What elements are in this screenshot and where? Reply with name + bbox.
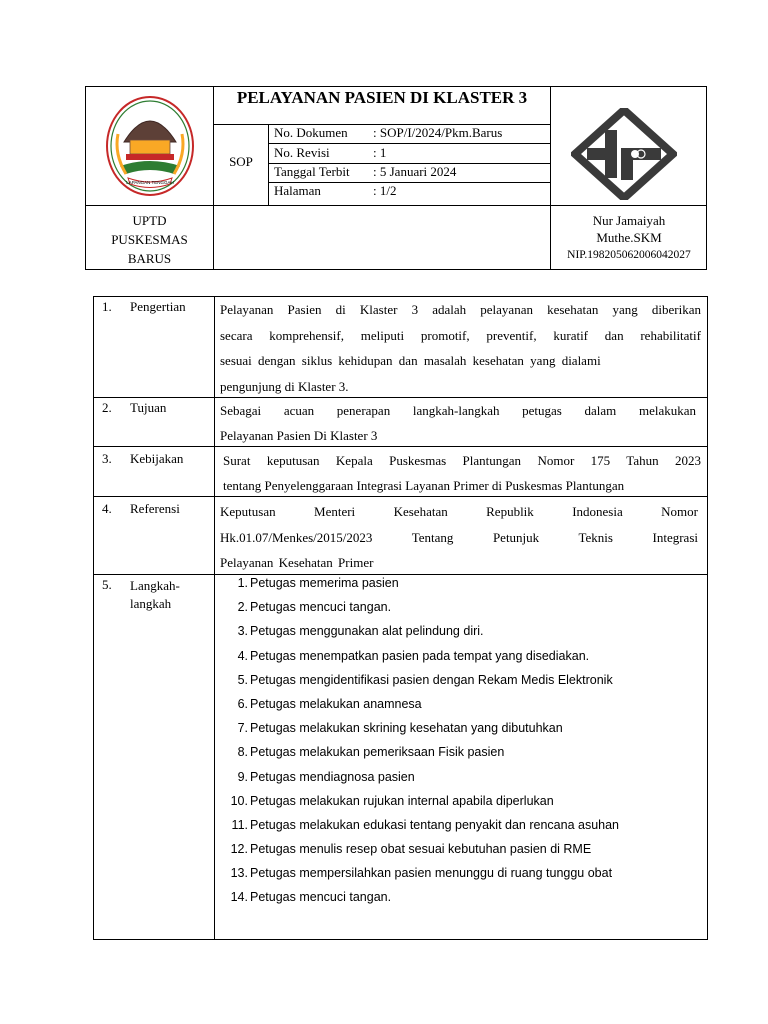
step-text: Petugas menggunakan alat pelindung diri. [250, 624, 484, 639]
step-text: Petugas melakukan rujukan internal apabila diperlukan [250, 793, 554, 808]
step-item [228, 622, 698, 646]
step-number: 5. [237, 672, 248, 687]
label-line: Langkah- [130, 578, 180, 593]
step-number: 8. [237, 745, 248, 760]
meta-value: : 5 Januari 2024 [373, 164, 457, 179]
step-text: Petugas menulis resep obat sesuai kebutuhan pasien di RME [250, 842, 592, 857]
step-number: 3. [237, 624, 248, 639]
label-line: langkah [130, 596, 172, 611]
meta-value: : 1/2 [373, 183, 397, 198]
step-text: Petugas melakukan edukasi tentang penyakit dan rencana asuhan [250, 817, 620, 832]
step-text: Petugas mempersilahkan pasien menunggu di ruang tunggu obat [250, 866, 613, 881]
step-item [228, 768, 698, 792]
divider [214, 296, 215, 940]
step-number: 14. [230, 890, 248, 905]
text-line: Surat keputusan Kepala Puskesmas Plantungan Nomor 175 Tahun 2023 [223, 453, 701, 468]
meta-value: : 1 [373, 145, 387, 160]
step-text: Petugas memerima pasien [250, 576, 399, 590]
step-text: Petugas mencuci tangan. [250, 890, 392, 905]
step-text: Petugas melakukan skrining kesehatan yang dibutuhkan [250, 721, 563, 736]
text-line: sesuai dengan siklus kehidupan dan masalah kesehatan yang dialami [220, 353, 601, 368]
signatory-title: Muthe.SKM [596, 230, 662, 245]
regency-seal-logo [104, 94, 196, 198]
signatory [551, 212, 707, 265]
kebijakan-text [223, 448, 701, 498]
org-line: UPTD [132, 213, 167, 228]
step-item [228, 574, 698, 598]
step-text: Petugas melakukan pemeriksaan Fisik pasien [250, 745, 505, 760]
step-number: 2. [237, 600, 248, 615]
text-line: Sebagai acuan penerapan langkah-langkah petugas dalam melakukan [220, 403, 696, 418]
row-number: 4. [102, 501, 112, 516]
text-line: secara komprehensif, meliputi promotif, preventif, kuratif dan rehabilitatif [220, 327, 701, 343]
row-number: 5. [102, 577, 112, 592]
meta-label: Tanggal Terbit [274, 164, 350, 179]
meta-value: : SOP/I/2024/Pkm.Barus [373, 125, 503, 140]
page-title: PELAYANAN PASIEN DI KLASTER 3 [236, 88, 528, 107]
referensi-text [220, 499, 698, 576]
step-number: 13. [230, 866, 248, 881]
text-line: Pelayanan Pasien di Klaster 3 adalah pelayanan kesehatan yang diberikan [220, 302, 701, 317]
puskesmas-logo [571, 108, 677, 200]
row-label: Tujuan [130, 400, 167, 415]
row-label: Pengertian [130, 299, 186, 314]
step-number: 12. [230, 842, 248, 857]
step-text: Petugas melakukan anamnesa [250, 696, 422, 711]
row-label: Kebijakan [130, 451, 184, 466]
steps-list [228, 574, 698, 913]
row-label [130, 577, 180, 613]
step-number: 4. [237, 648, 248, 663]
document-meta [268, 124, 551, 205]
text-line: tentang Penyelenggaraan Integrasi Layanan Primer di Puskesmas Plantungan [223, 478, 625, 493]
text-line: Hk.01.07/Menkes/2015/2023 Tentang Petunjuk Teknis Integrasi [220, 529, 698, 545]
step-text: Petugas mendiagnosa pasien [250, 769, 415, 784]
step-number: 11. [231, 817, 248, 832]
step-item [228, 719, 698, 743]
step-item [228, 792, 698, 816]
step-item [228, 816, 698, 840]
org-line: PUSKESMAS [111, 232, 188, 247]
row-number: 2. [102, 400, 112, 415]
meta-label: No. Dokumen [274, 125, 348, 140]
step-number: 9. [237, 769, 248, 784]
meta-label: Halaman [274, 183, 321, 198]
text-line: Pelayanan Pasien Di Klaster 3 [220, 428, 378, 443]
step-item [228, 695, 698, 719]
tujuan-text [220, 398, 696, 448]
step-item [228, 840, 698, 864]
step-text: Petugas menempatkan pasien pada tempat yang disediakan. [250, 648, 590, 663]
text-line: Keputusan Menteri Kesehatan Republik Indonesia Nomor [220, 504, 698, 519]
divider [85, 205, 707, 206]
step-item [228, 888, 698, 912]
step-number: 7. [237, 721, 248, 736]
step-item [228, 647, 698, 671]
step-number: 1. [237, 576, 248, 590]
signatory-nip: NIP.198205062006042027 [567, 249, 691, 261]
step-text: Petugas mencuci tangan. [250, 600, 392, 615]
org-line: BARUS [127, 251, 172, 266]
divider [213, 86, 214, 270]
step-number: 6. [237, 696, 248, 711]
step-item [228, 671, 698, 695]
org-name [86, 211, 213, 268]
signatory-name: Nur Jamaiyah [592, 213, 666, 228]
step-item [228, 743, 698, 767]
step-number: 10. [230, 793, 248, 808]
step-item [228, 864, 698, 888]
sop-label: SOP [229, 154, 253, 169]
step-item [228, 598, 698, 622]
row-number: 1. [102, 299, 112, 314]
pengertian-text [220, 297, 701, 399]
text-line: Pelayanan Kesehatan Primer [220, 555, 374, 570]
row-label: Referensi [130, 501, 180, 516]
step-text: Petugas mengidentifikasi pasien dengan Rekam Medis Elektronik [250, 672, 613, 687]
svg-text:LAPANGAN TENGGAH: LAPANGAN TENGGAH [126, 180, 174, 185]
row-number: 3. [102, 451, 112, 466]
text-line: pengunjung di Klaster 3. [220, 378, 349, 394]
meta-label: No. Revisi [274, 145, 330, 160]
